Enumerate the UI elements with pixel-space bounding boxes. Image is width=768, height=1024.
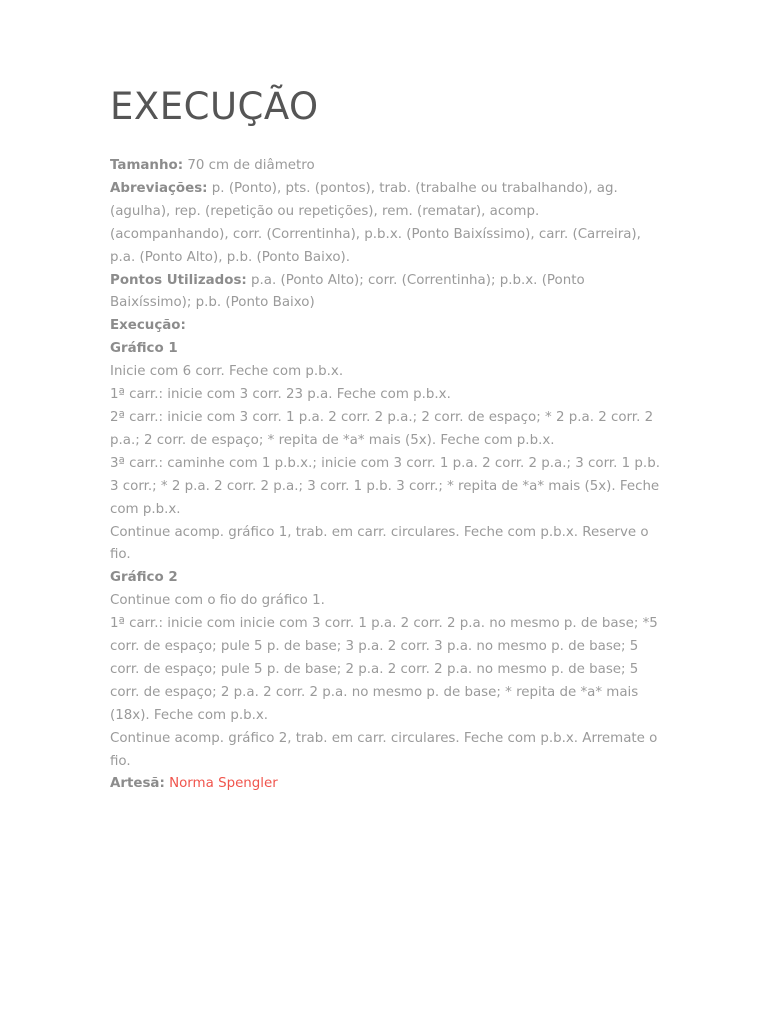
grafico1-line: 3ª carr.: caminhe com 1 p.b.x.; inicie com 3 corr. 1 p.a. 2 corr. 2 p.a.; 3 corr. 1 p.b. 3 corr.; * 2 p.a. 2 corr. 2 p.a.; 3 corr. 1 p.b. 3 corr.; * repita de *a* mais (5x). Feche com p.b.x. [110, 455, 660, 517]
pontos-utilizados-label: Pontos Utilizados: [110, 272, 247, 288]
pontos-utilizados-line [110, 270, 662, 316]
document-page [110, 84, 662, 796]
page-title: EXECUÇÃO [110, 85, 319, 128]
pontos-utilizados-value: p.a. (Ponto Alto); corr. (Correntinha); p.b.x. (Ponto Baixíssimo); p.b. (Ponto Baixo) [110, 272, 585, 311]
tamanho-label: Tamanho: [110, 158, 184, 173]
artesa-label: Artesã: [110, 776, 165, 792]
execucao-heading: Execução: [110, 318, 186, 334]
grafico1-line: 1ª carr.: inicie com 3 corr. 23 p.a. Feche com p.b.x. [110, 387, 451, 403]
grafico2-heading: Gráfico 2 [110, 570, 178, 586]
abreviacoes-label: Abreviações: [110, 180, 208, 196]
abreviacoes-line [110, 178, 662, 270]
grafico1-line: Continue acomp. gráfico 1, trab. em carr. circulares. Feche com p.b.x. Reserve o fio. [110, 524, 649, 563]
artesa-line [110, 773, 662, 796]
abreviacoes-value: p. (Ponto), pts. (pontos), trab. (trabalhe ou trabalhando), ag. (agulha), rep. (repetição ou repetições), rem. (rematar), acomp. (acompanhando), corr. (Correntinha), p.b.x. (Ponto Baixíssimo), carr. (Carreira), p.a. (Ponto Alto), p.b. (Ponto Baixo). [110, 180, 641, 265]
grafico2-line: Continue acomp. gráfico 2, trab. em carr. circulares. Feche com p.b.x. Arremate o fio. [110, 730, 658, 769]
document-body [110, 155, 662, 796]
grafico1-line: 2ª carr.: inicie com 3 corr. 1 p.a. 2 corr. 2 p.a.; 2 corr. de espaço; * 2 p.a. 2 corr. 2 p.a.; 2 corr. de espaço; * repita de *a* mais (5x). Feche com p.b.x. [110, 409, 654, 448]
grafico1-heading: Gráfico 1 [110, 341, 178, 357]
grafico2-line: Continue com o fio do gráfico 1. [110, 593, 325, 609]
artesa-name-link[interactable]: Norma Spengler [169, 776, 278, 792]
grafico2-line: 1ª carr.: inicie com inicie com 3 corr. 1 p.a. 2 corr. 2 p.a. no mesmo p. de base; *5 corr. de espaço; pule 5 p. de base; 3 p.a. 2 corr. 3 p.a. no mesmo p. de base; 5 corr. de espaço; pule 5 p. de base; 2 p.a. 2 corr. 2 p.a. no mesmo p. de base; 5 corr. de espaço; 2 p.a. 2 corr. 2 p.a. no mesmo p. de base; * repita de *a* mais (18x). Feche com p.b.x. [110, 616, 658, 723]
tamanho-line [110, 155, 662, 178]
tamanho-value: 70 cm de diâmetro [183, 158, 315, 173]
grafico1-line: Inicie com 6 corr. Feche com p.b.x. [110, 364, 344, 380]
